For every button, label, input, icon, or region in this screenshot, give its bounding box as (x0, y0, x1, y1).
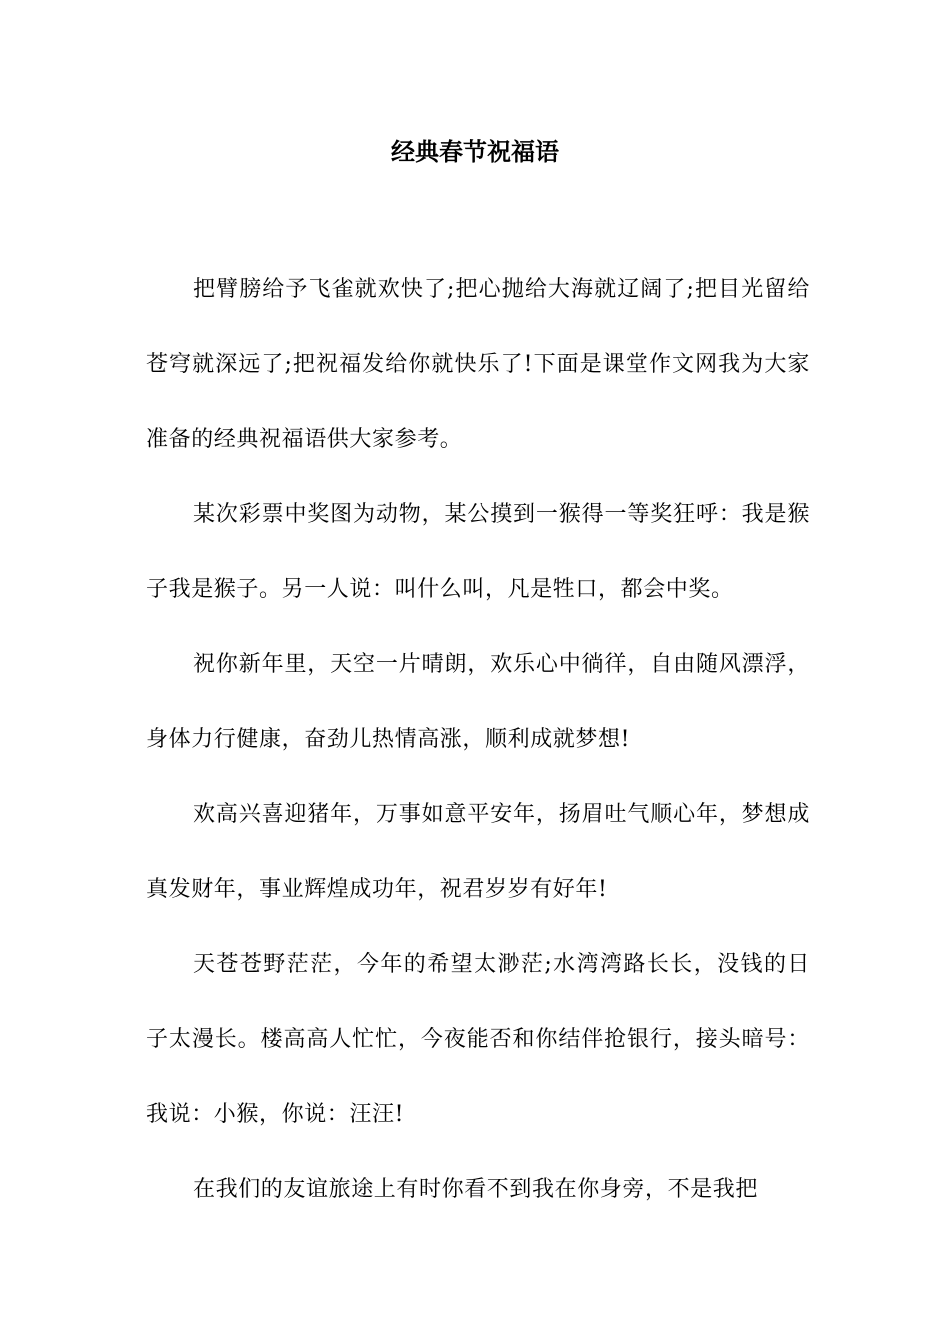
document-body (146, 252, 810, 1227)
paragraph: 把臂膀给予飞雀就欢快了;把心抛给大海就辽阔了;把目光留给苍穹就深远了;把祝福发给你就快乐了!下面是课堂作文网我为大家准备的经典祝福语供大家参考。 (146, 277, 810, 452)
paragraph: 欢高兴喜迎猪年，万事如意平安年，扬眉吐气顺心年，梦想成真发财年，事业辉煌成功年，祝君岁岁有好年! (146, 802, 810, 902)
document-title: 经典春节祝福语 (391, 137, 559, 166)
paragraph: 祝你新年里，天空一片晴朗，欢乐心中徜徉，自由随风漂浮，身体力行健康，奋劲儿热情高涨，顺利成就梦想! (146, 652, 810, 752)
paragraph: 某次彩票中奖图为动物，某公摸到一猴得一等奖狂呼：我是猴子我是猴子。另一人说：叫什么叫，凡是牲口，都会中奖。 (146, 502, 810, 602)
paragraph: 在我们的友谊旅途上有时你看不到我在你身旁，不是我把 (193, 1177, 759, 1202)
paragraph: 天苍苍野茫茫，今年的希望太渺茫;水湾湾路长长，没钱的日子太漫长。楼高高人忙忙，今夜能否和你结伴抢银行，接头暗号：我说：小猴，你说：汪汪! (146, 952, 810, 1127)
